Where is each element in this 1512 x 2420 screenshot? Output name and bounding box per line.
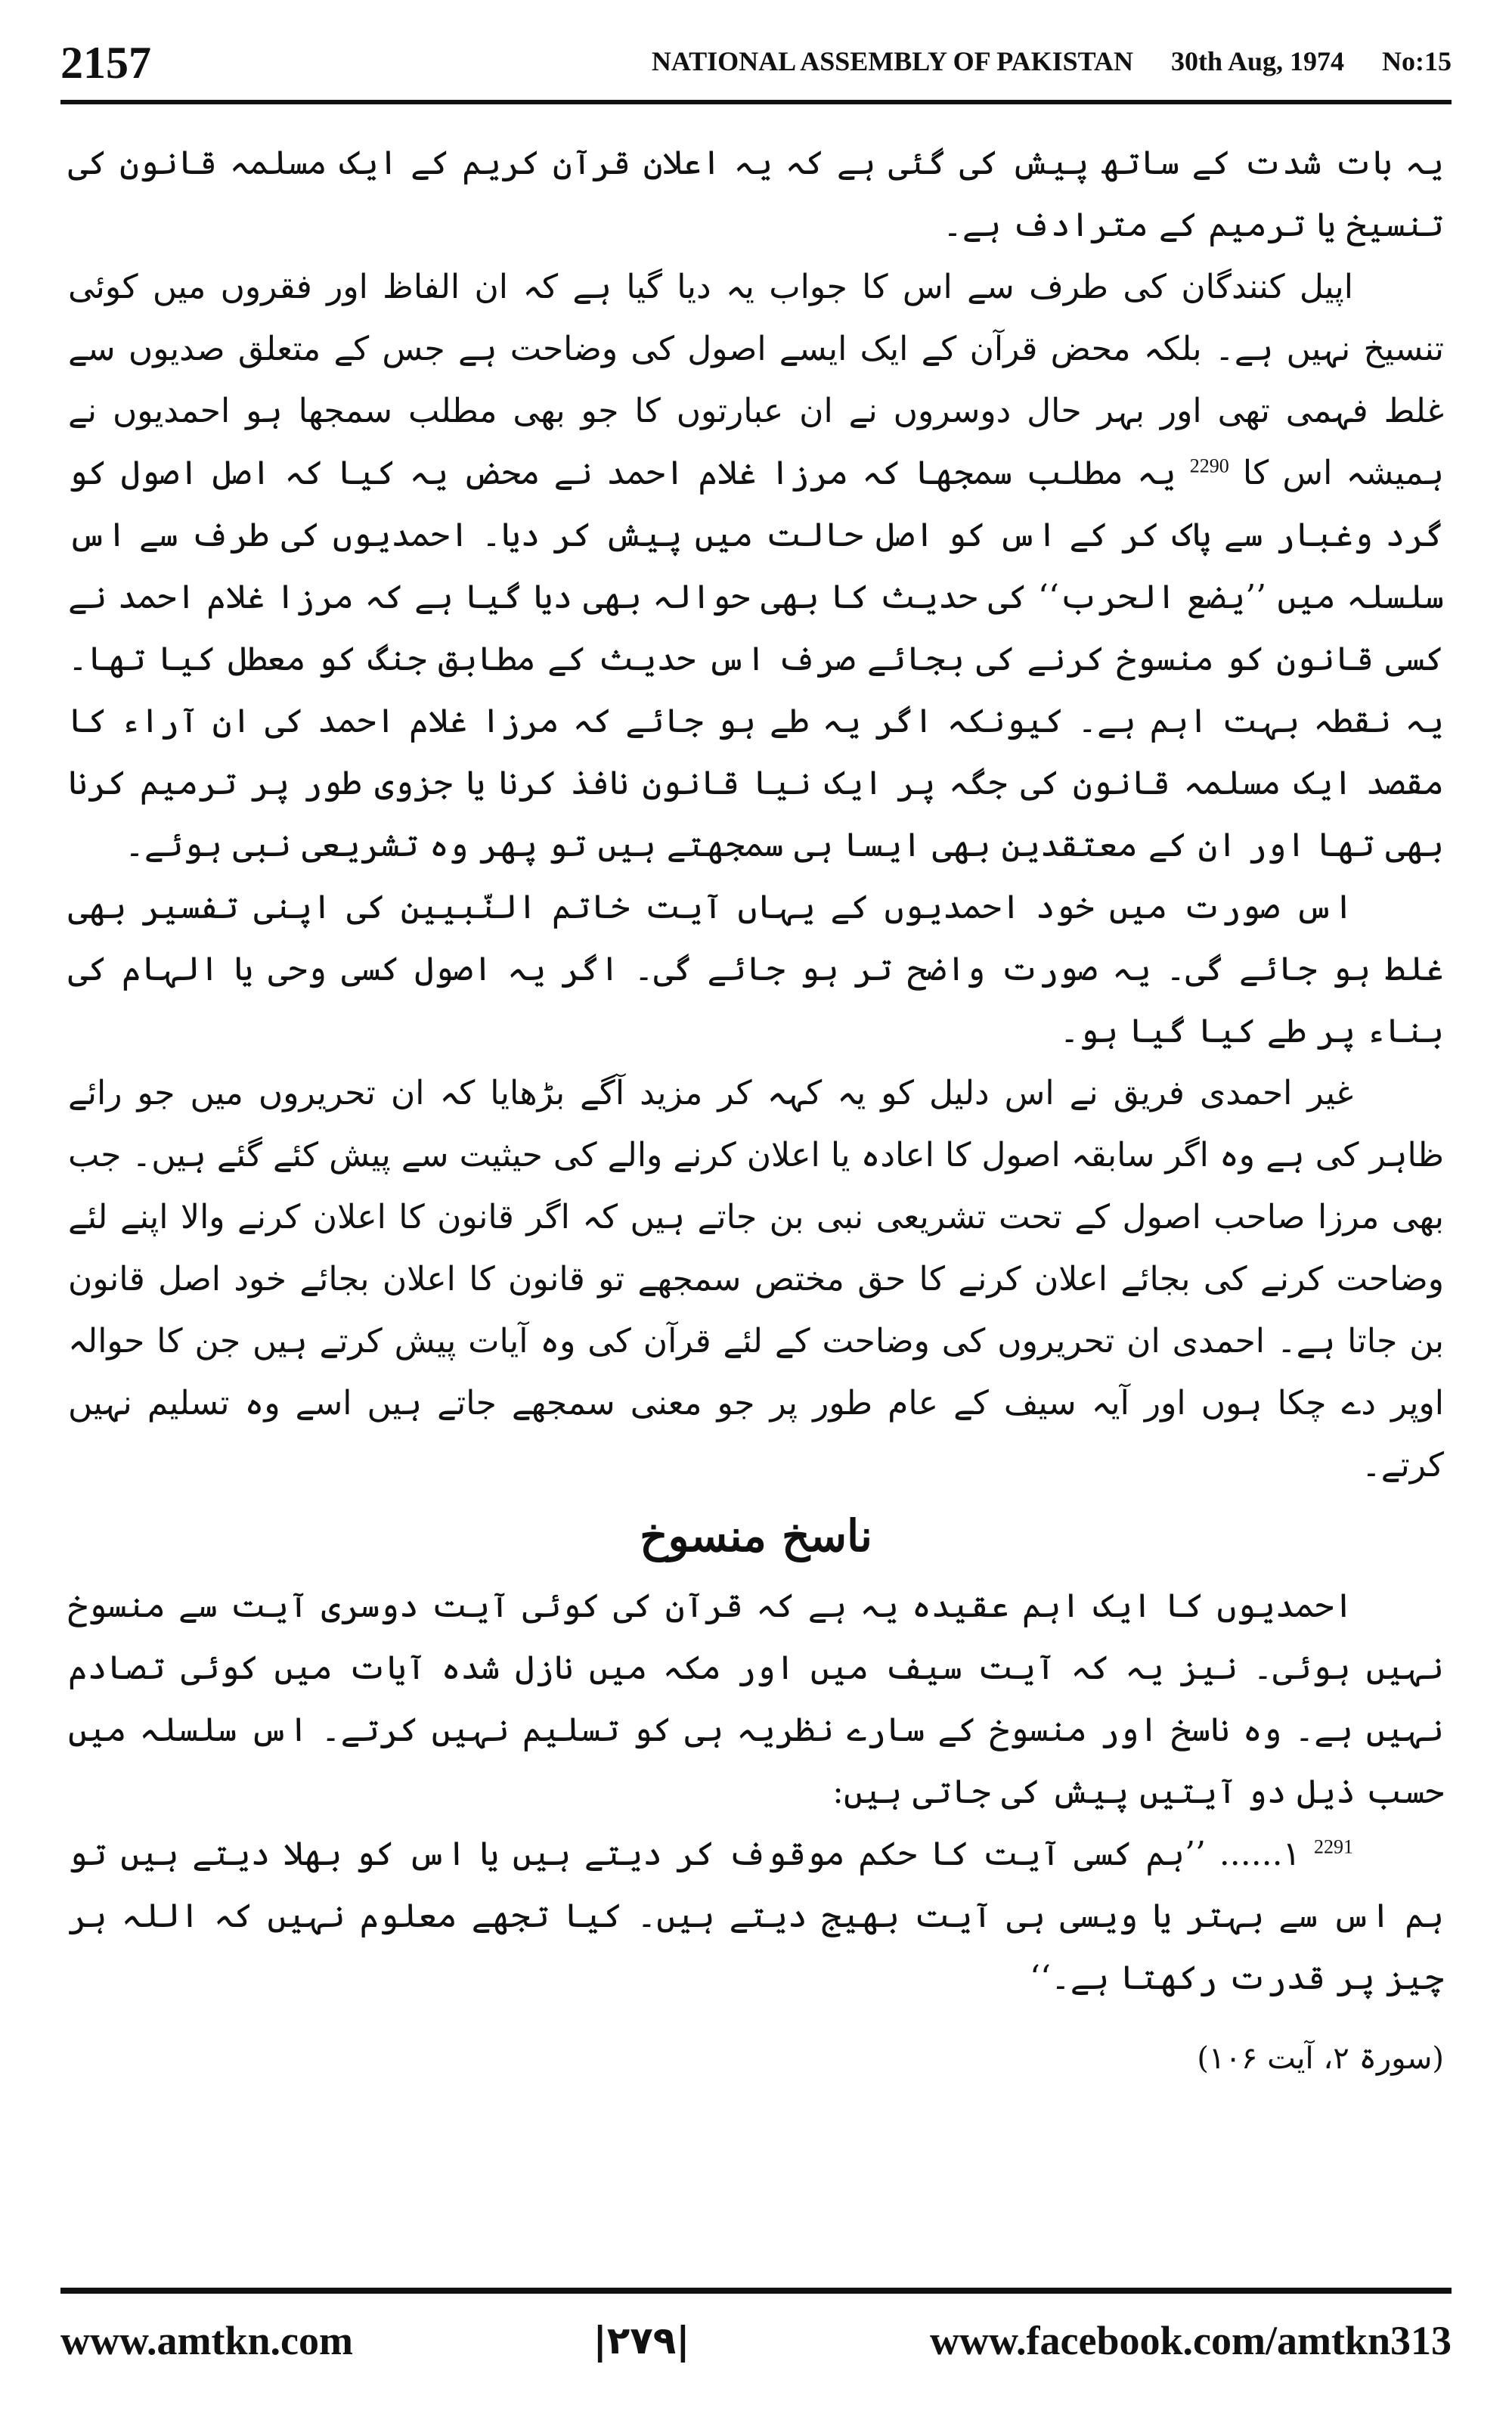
document-body: [68, 132, 1444, 2273]
paragraph-2: [68, 256, 1444, 876]
quran-quote: ۱...... ’’ہم کسی آیت کا حکم موقوف کر دیتے ہیں یا اس کو بھلا دیتے ہیں تو ہم اس سے بہتر یا ویسی ہی آیت بھیج دیتے ہیں۔ کیا تجھے معلوم نہیں کہ اللہ ہر چیز پر قدرت رکھتا ہے۔‘‘: [68, 1835, 1444, 1997]
footnote-marker-2290: 2290: [1189, 455, 1229, 477]
page-header: [60, 36, 1452, 89]
assembly-title: NATIONAL ASSEMBLY OF PAKISTAN: [651, 46, 1133, 76]
footer-page-number: |۲۷۹|: [593, 2319, 690, 2363]
header-issue: No:15: [1382, 46, 1452, 76]
surah-reference: (سورۃ ۲، آیت ۱۰۶): [1197, 2041, 1444, 2076]
paragraph-2-text: اپیل کنندگان کی طرف سے اس کا جواب یہ دیا گیا ہے کہ ان الفاظ اور فقروں میں کوئی تنسیخ نہیں ہے۔ بلکہ محض قرآن کے ایک ایسے اصول کی وضاحت ہے جس کے متعلق صدیوں سے غلط فہمی تھی اور بہر حال دوسروں نے ان عبارتوں کا جو بھی مطلب سمجھا ہو احمدیوں نے ہمیشہ اس کا: [68, 268, 1444, 492]
footer-facebook-link[interactable]: www.facebook.com/amtkn313: [930, 2318, 1452, 2363]
paragraph-3: اس صورت میں خود احمدیوں کے یہاں آیت خاتم النّبیین کی اپنی تفسیر بھی غلط ہو جائے گی۔ یہ صورت واضح تر ہو جائے گی۔ اگر یہ اصول کسی وحی یا الہام کی بناء پر طے کیا گیا ہو۔: [68, 888, 1444, 1050]
bottom-rule: [60, 2288, 1452, 2294]
header-date: 30th Aug, 1974: [1170, 46, 1344, 76]
paragraph-5: احمدیوں کا ایک اہم عقیدہ یہ ہے کہ قرآن کی کوئی آیت دوسری آیت سے منسوخ نہیں ہوئی۔ نیز یہ کہ آیت سیف میں اور مکہ میں نازل شدہ آیات میں کوئی تصادم نہیں ہے۔ وہ ناسخ اور منسوخ کے سارے نظریہ ہی کو تسلیم نہیں کرتے۔ اس سلسلہ میں حسب ذیل دو آیتیں پیش کی جاتی ہیں:: [68, 1587, 1444, 1811]
paragraph-4: غیر احمدی فریق نے اس دلیل کو یہ کہہ کر مزید آگے بڑھایا کہ ان تحریروں میں جو رائے ظاہر کی ہے وہ اگر سابقہ اصول کا اعادہ یا اعلان کرنے والے کی حیثیت سے پیش کئے گئے ہیں۔ جب بھی مرزا صاحب اصول کے تحت تشریعی نبی بن جاتے ہیں کہ اگر قانون کا اعلان کرنے والا اپنے لئے وضاحت کرنے کی بجائے اعلان کرنے کا حق مختص سمجھے تو قانون کا اعلان بجائے خود اصل قانون بن جاتا ہے۔ احمدی ان تحریروں کی وضاحت کے لئے قرآن کی وہ آیات پیش کرتے ہیں جن کا حوالہ اوپر دے چکا ہوں اور آیہ سیف کے عام طور پر جو معنی سمجھے جاتے ہیں اسے وہ تسلیم نہیں کرتے۔: [68, 1074, 1444, 1485]
page-number: 2157: [60, 38, 151, 88]
footer-website-link[interactable]: www.amtkn.com: [60, 2318, 353, 2363]
top-rule: [60, 100, 1452, 104]
paragraph-6: [68, 1823, 1444, 2009]
running-header: [614, 45, 1452, 77]
section-heading: ناسخ منسوخ: [640, 1510, 872, 1562]
paragraph-2-continued: یہ مطلب سمجھا کہ مرزا غلام احمد نے محض یہ کیا کہ اصل اصول کو گرد وغبار سے پاک کر کے اس کو اصل حالت میں پیش کر دیا۔ احمدیوں کی طرف سے اس سلسلہ میں ’’یضع الحرب‘‘ کی حدیث کا بھی حوالہ بھی دیا گیا ہے کہ مرزا غلام احمد نے کسی قانون کو منسوخ کرنے کی بجائے صرف اس حدیث کے مطابق جنگ کو معطل کیا تھا۔ یہ نقطہ بہت اہم ہے۔ کیونکہ اگر یہ طے ہو جائے کہ مرزا غلام احمد کی ان آراء کا مقصد ایک مسلمہ قانون کی جگہ پر ایک نیا قانون نافذ کرنا یا جزوی طور پر ترمیم کرنا بھی تھا اور ان کے معتقدین بھی ایسا ہی سمجھتے ہیں تو پھر وہ تشریعی نبی ہوئے۔: [68, 454, 1444, 864]
page-footer: [60, 2310, 1452, 2371]
paragraph-1: یہ بات شدت کے ساتھ پیش کی گئی ہے کہ یہ اعلان قرآن کریم کے ایک مسلمہ قانون کی تنسیخ یا ترمیم کے مترادف ہے۔: [68, 144, 1444, 244]
footnote-marker-2291: 2291: [1314, 1835, 1353, 1858]
